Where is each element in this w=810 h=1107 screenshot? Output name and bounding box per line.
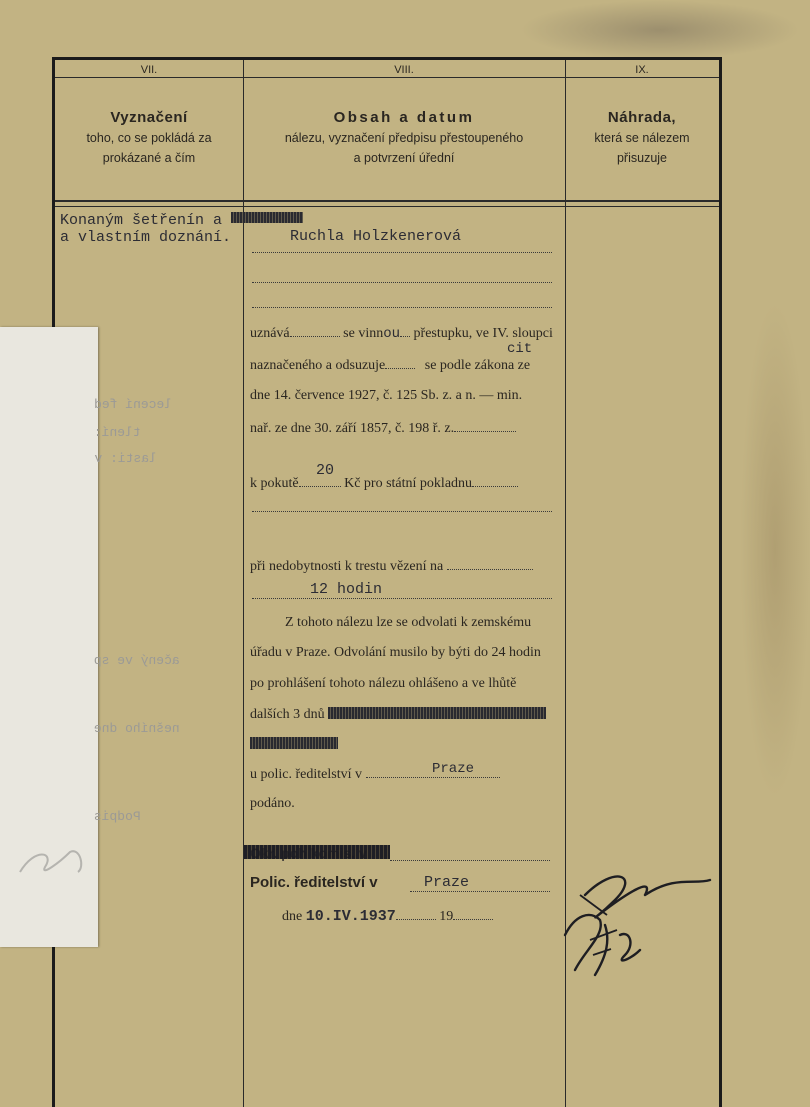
prison-term: 12 hodin	[310, 581, 383, 598]
prison-prefix: při nedobytnosti k trestu vězení na	[250, 559, 444, 574]
date-prefix: dne	[282, 909, 303, 924]
col9-header	[565, 108, 719, 168]
law-line-1: dne 14. července 1927, č. 125 Sb. z. a n. — min.	[250, 388, 523, 403]
appeal-line-5	[250, 737, 338, 753]
col8-number: VIII.	[394, 64, 414, 76]
stamp-struck-line	[244, 845, 390, 862]
faded-signature	[0, 832, 98, 892]
appeal-line-2: úřadu v Praze. Odvolání musilo by býti do 24 hodin	[250, 645, 541, 660]
fill-line	[252, 282, 552, 283]
mirror-text: lasti: v	[94, 451, 157, 466]
col7-line2: a vlastním doznání.	[60, 229, 232, 246]
col7-subtitle: prokázané a čím	[102, 151, 196, 165]
col7-subtitle: toho, co se pokládá za	[86, 131, 212, 145]
mirror-text: nešního dne	[94, 721, 180, 736]
col9-subtitle: přisuzuje	[616, 151, 668, 165]
appeal-city: Praze	[432, 761, 475, 777]
col7-title: Vyznačení	[110, 109, 188, 126]
submitted-text: podáno.	[250, 796, 295, 811]
col8-subtitle: nálezu, vyznačení předpisu přestoupeného	[284, 131, 524, 145]
fine-suffix: Kč pro státní pokladnu	[344, 476, 473, 491]
fill-line	[252, 511, 552, 512]
col8-header	[243, 108, 565, 168]
header-bottom-line	[55, 200, 719, 202]
col9-subtitle: která se nálezem	[594, 131, 690, 145]
recognized-prefix: uznává	[250, 326, 290, 341]
mirror-text: tlení:	[94, 425, 141, 440]
paper-stain	[520, 0, 800, 60]
col7-struck-text	[231, 212, 303, 223]
fine-amount: 20	[316, 462, 335, 479]
struck-ministry	[250, 737, 338, 749]
struck-office	[328, 707, 546, 719]
date-line	[282, 907, 493, 925]
authority-line	[250, 874, 378, 891]
col7-evidence	[60, 212, 303, 246]
col7-line1: Konaným šetřenín a	[60, 212, 223, 229]
marked-prefix: naznačeného a odsuzuje	[250, 358, 386, 373]
insert-cit: cit	[507, 341, 533, 357]
fill-line	[390, 860, 550, 861]
year-prefix: 19	[439, 909, 454, 924]
appeal-line-4	[250, 707, 546, 723]
fill-line	[252, 252, 552, 253]
recognized-line	[250, 324, 553, 342]
guilt-suffix: ou	[383, 326, 401, 342]
official-signature	[545, 855, 765, 995]
marked-end: zákona ze	[474, 358, 531, 373]
appeal-line-1: Z tohoto nálezu lze se odvolati k zemskému	[285, 615, 532, 630]
col9-title: Náhrada,	[607, 109, 677, 126]
appeal-line-3: po prohlášení tohoto nálezu ohlášeno a ve lhůtě	[250, 676, 517, 691]
law-line-2	[250, 419, 516, 437]
paper-stain	[740, 300, 810, 800]
date-value: 10.IV.1937	[305, 908, 396, 925]
overlay-paper-strip	[0, 327, 180, 947]
marked-mid: se podle	[424, 358, 472, 373]
col7-header	[55, 108, 243, 168]
recognized-end: přestupku, ve IV. sloupci	[413, 326, 553, 341]
stamp-struck: Okr. poh komis. v	[250, 845, 367, 861]
mirror-text: ačený ve sp	[94, 653, 180, 668]
mirror-text: Podpis	[94, 809, 141, 824]
fine-line	[250, 474, 518, 492]
offender-name: Ruchla Holzkenerová	[290, 228, 462, 245]
law-line-2-text: nař. ze dne 30. září 1857, č. 198 ř. z.	[250, 421, 455, 436]
header-bottom-line-2	[55, 206, 719, 207]
appeal-line-6	[250, 765, 500, 783]
fill-line	[252, 307, 552, 308]
fill-line	[410, 891, 550, 892]
col8-title: Obsah a datum	[333, 109, 475, 126]
col9-number: IX.	[635, 64, 649, 76]
col7-number: VII.	[140, 64, 158, 76]
appeal-line-6-text: u polic. ředitelství v	[250, 767, 362, 782]
recognized-mid: se vinn	[343, 326, 384, 341]
marked-line	[250, 356, 530, 374]
authority-city: Praze	[424, 874, 470, 891]
mirror-text: lecení fed	[94, 397, 173, 412]
fine-prefix: k pokutě	[250, 476, 299, 491]
col8-subtitle: a potvrzení úřední	[353, 151, 455, 165]
fill-line	[252, 598, 552, 599]
appeal-line-4-text: dalších 3 dnů	[250, 707, 325, 722]
header-number-line	[55, 77, 719, 78]
authority-text: Polic. ředitelství v	[250, 874, 378, 891]
prison-line	[250, 557, 533, 575]
